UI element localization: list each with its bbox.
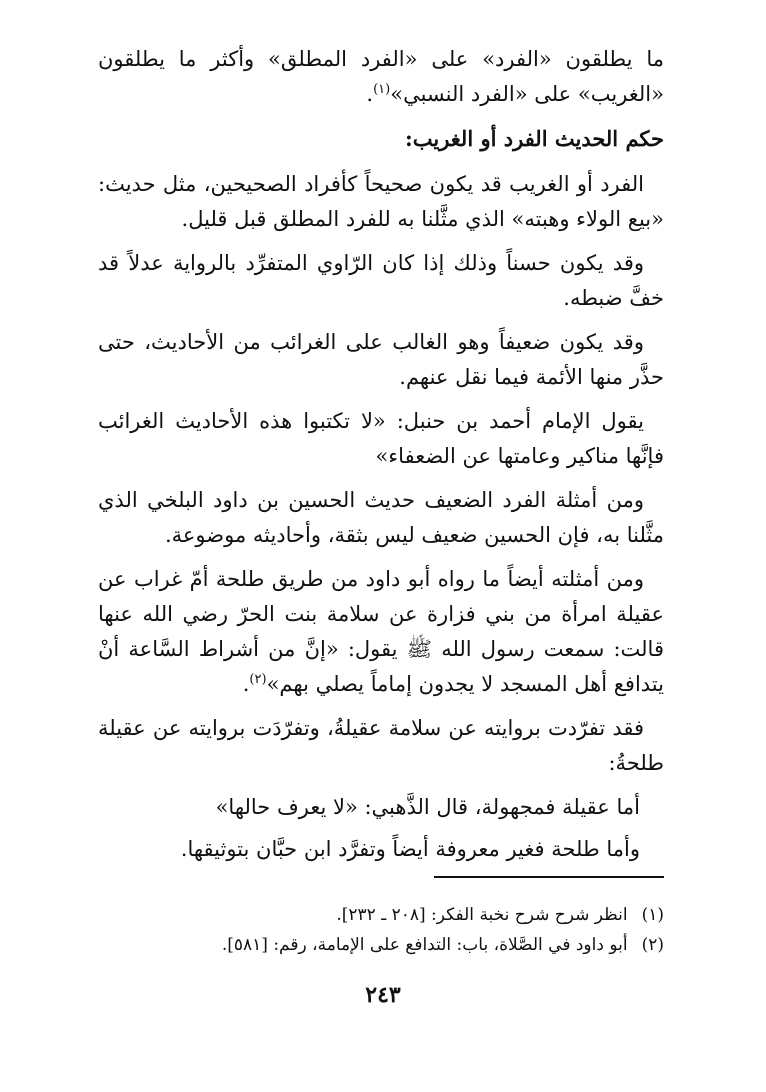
paragraph-abu-dawud-example — [98, 562, 664, 702]
footnote-2-number: (٢) — [641, 935, 664, 955]
footnotes — [144, 900, 664, 960]
abu-dawud-example-text: ومن أمثلته أيضاً ما رواه أبو داود من طريق طلحة أمّ غراب عن عقيلة امرأة من بني فزارة عن سلامة بنت الحرّ رضي الله عنها قالت: سمعت رسول الله ﷺ يقول: «إنَّ من أشراط السَّاعة أنْ يتدافع أهل المسجد لا يجدون إماماً يصلي بهم» — [98, 567, 664, 696]
footnote-2-text: أبو داود في الصَّلاة، باب: التدافع على الإمامة، رقم: [٥٨١]. — [221, 935, 628, 955]
opening-paragraph — [98, 42, 664, 112]
main-text — [98, 42, 664, 874]
footnote-1-number: (١) — [641, 905, 664, 925]
footnote-1 — [144, 900, 664, 930]
section-heading: حكم الحديث الفرد أو الغريب: — [404, 126, 664, 151]
footnote-divider — [434, 876, 664, 878]
line-aqila: أما عقيلة فمجهولة، قال الذَّهبي: «لا يعرف حالها» — [215, 795, 640, 819]
footnote-ref-1: (١) — [373, 82, 391, 97]
footnote-1-text: انظر شرح شرح نخبة الفكر: [٢٠٨ ـ ٢٣٢]. — [336, 905, 628, 925]
line-talha: وأما طلحة فغير معروفة أيضاً وتفرَّد ابن حبَّان بتوثيقها. — [180, 837, 640, 861]
paragraph-sahih: الفرد أو الغريب قد يكون صحيحاً كأفراد الصحيحين، مثل حديث: «بيع الولاء وهبته» الذي مثَّلنا به للفرد المطلق قبل قليل. — [98, 172, 664, 231]
opening-paragraph-tail: . — [366, 82, 374, 106]
paragraph-ahmad-quote: يقول الإمام أحمد بن حنبل: «لا تكتبوا هذه الأحاديث الغرائب فإنَّها مناكير وعامتها عن الضعفاء» — [98, 409, 664, 468]
opening-paragraph-text: ما يطلقون «الفرد» على «الفرد المطلق» وأكثر ما يطلقون «الغريب» على «الفرد النسبي» — [98, 47, 664, 106]
paragraph-hasan: وقد يكون حسناً وذلك إذا كان الرّاوي المتفرِّد بالرواية عدلاً قد خفَّ ضبطه. — [98, 251, 664, 310]
abu-dawud-example-tail: . — [242, 672, 250, 696]
footnote-2 — [144, 930, 664, 960]
paragraph-daif: وقد يكون ضعيفاً وهو الغالب على الغرائب من الأحاديث، حتى حذَّر منها الأئمة فيما نقل عنهم. — [98, 330, 664, 389]
footnote-ref-2: (٢) — [249, 672, 267, 687]
paragraph-conclusion: فقد تفرّدت بروايته عن سلامة عقيلةُ، وتفرّدَت بروايته عن عقيلة طلحةُ: — [98, 716, 664, 775]
page-number: ٢٤٣ — [365, 982, 401, 1008]
paragraph-weak-example: ومن أمثلة الفرد الضعيف حديث الحسين بن داود البلخي الذي مثَّلنا به، فإن الحسين ضعيف ليس بثقة، وأحاديثه موضوعة. — [98, 488, 664, 547]
